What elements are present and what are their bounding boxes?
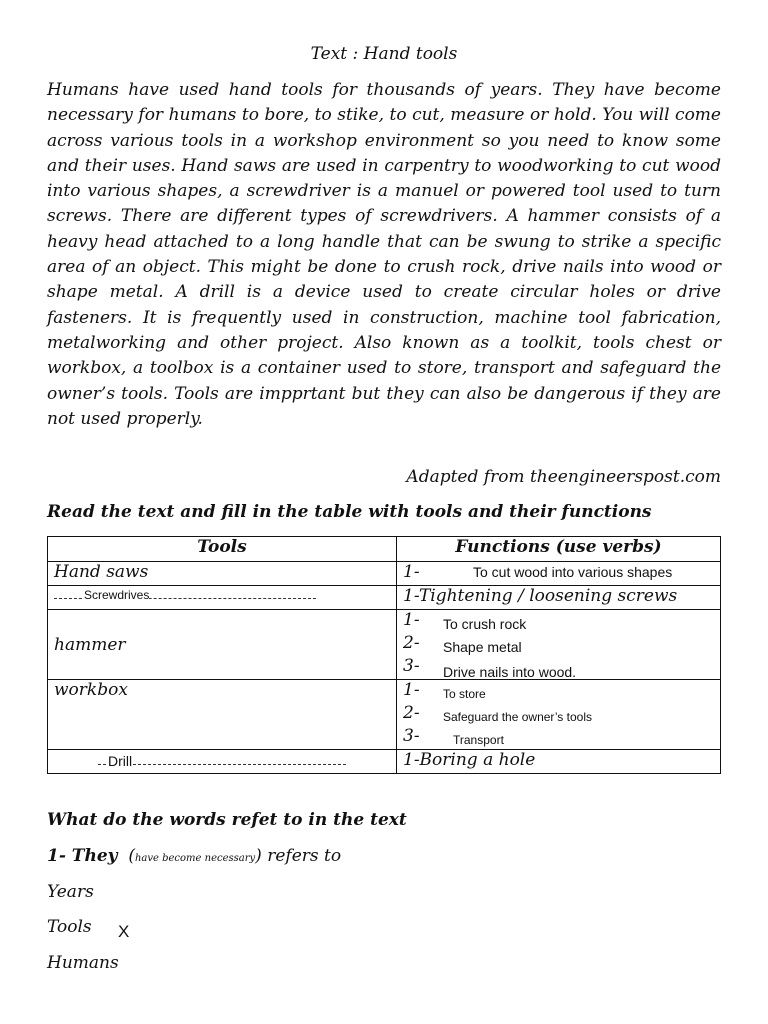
- question-label: 1- They: [47, 846, 118, 866]
- function-text: 1-Boring a hole: [403, 750, 536, 770]
- function-number: 2-: [403, 633, 420, 653]
- tool-name: Drill: [108, 753, 133, 769]
- header-tools: Tools: [48, 537, 397, 562]
- question-suffix: refers to: [267, 846, 342, 866]
- answer-option: Years: [47, 882, 94, 902]
- tool-cell: [48, 586, 397, 610]
- function-answer: To store: [443, 687, 486, 701]
- tool-cell: [48, 610, 397, 680]
- function-answer: Transport: [453, 733, 504, 747]
- tool-cell: [48, 750, 397, 774]
- function-cell: [397, 610, 721, 680]
- table-row: [48, 680, 721, 750]
- source-credit: Adapted from theengineerspost.com: [406, 467, 721, 487]
- answer-check-mark: X: [118, 922, 130, 941]
- function-answer: To crush rock: [443, 616, 527, 632]
- function-answer: To cut wood into various shapes: [473, 564, 673, 580]
- function-cell: [397, 750, 721, 774]
- function-cell: [397, 586, 721, 610]
- table-row: [48, 586, 721, 610]
- answer-option: Humans: [47, 953, 119, 973]
- question-heading: What do the words refet to in the text: [47, 810, 407, 830]
- tool-cell: [48, 680, 397, 750]
- function-answer: Shape metal: [443, 639, 522, 655]
- function-cell: [397, 680, 721, 750]
- text-title: Text : Hand tools: [310, 44, 458, 64]
- function-text: 1-Tightening / loosening screws: [403, 586, 678, 606]
- table-row: [48, 750, 721, 774]
- question-1: 1- They (have become necessary) refers to: [47, 846, 342, 866]
- function-number: 3-: [403, 726, 420, 746]
- answer-option: Tools: [47, 917, 92, 937]
- table-header-row: [48, 537, 721, 562]
- table-instruction: Read the text and fill in the table with tools and their functions: [47, 502, 652, 522]
- function-cell: [397, 562, 721, 586]
- function-answer: Safeguard the owner’s tools: [443, 710, 592, 724]
- function-number: 1-: [403, 610, 420, 630]
- function-number: 3-: [403, 656, 420, 676]
- function-number: 1-: [403, 562, 420, 582]
- tool-cell: [48, 562, 397, 586]
- tool-name: Hand saws: [54, 562, 149, 582]
- table-row: [48, 610, 721, 680]
- tool-name: workbox: [54, 680, 128, 700]
- tools-table: [47, 536, 721, 774]
- fill-in-dashed-line: [98, 764, 346, 765]
- function-answer: Drive nails into wood.: [443, 664, 577, 680]
- function-number: 2-: [403, 703, 420, 723]
- reading-passage: Humans have used hand tools for thousands of years. They have become necessary for humans to bore, to stike, to cut, measure or hold. You will come across various tools in a workshop environment so you need to know some and their uses. Hand saws are used in carpentry to woodworking to cut wood into various shapes, a screwdriver is a manuel or powered tool used to turn screws. There are different types of screwdrivers. A hammer consists of a heavy head attached to a long handle that can be swung to strike a specific area of an object. This might be done to crush rock, drive nails into wood or shape metal. A drill is a device used to create circular holes or drive fasteners. It is frequently used in construction, machine tool fabrication, metalworking and other project. Also known as a toolkit, tools chest or workbox, a toolbox is a container used to store, transport and safeguard the owner’s tools. Tools are impprtant but they can also be dangerous if they are not used properly.: [47, 80, 721, 429]
- header-functions: Functions (use verbs): [397, 537, 721, 562]
- function-number: 1-: [403, 680, 420, 700]
- question-hint: have become necessary: [134, 853, 256, 864]
- tool-name: Screwdrives: [84, 588, 150, 602]
- table-row: [48, 562, 721, 586]
- tool-name: hammer: [54, 634, 126, 655]
